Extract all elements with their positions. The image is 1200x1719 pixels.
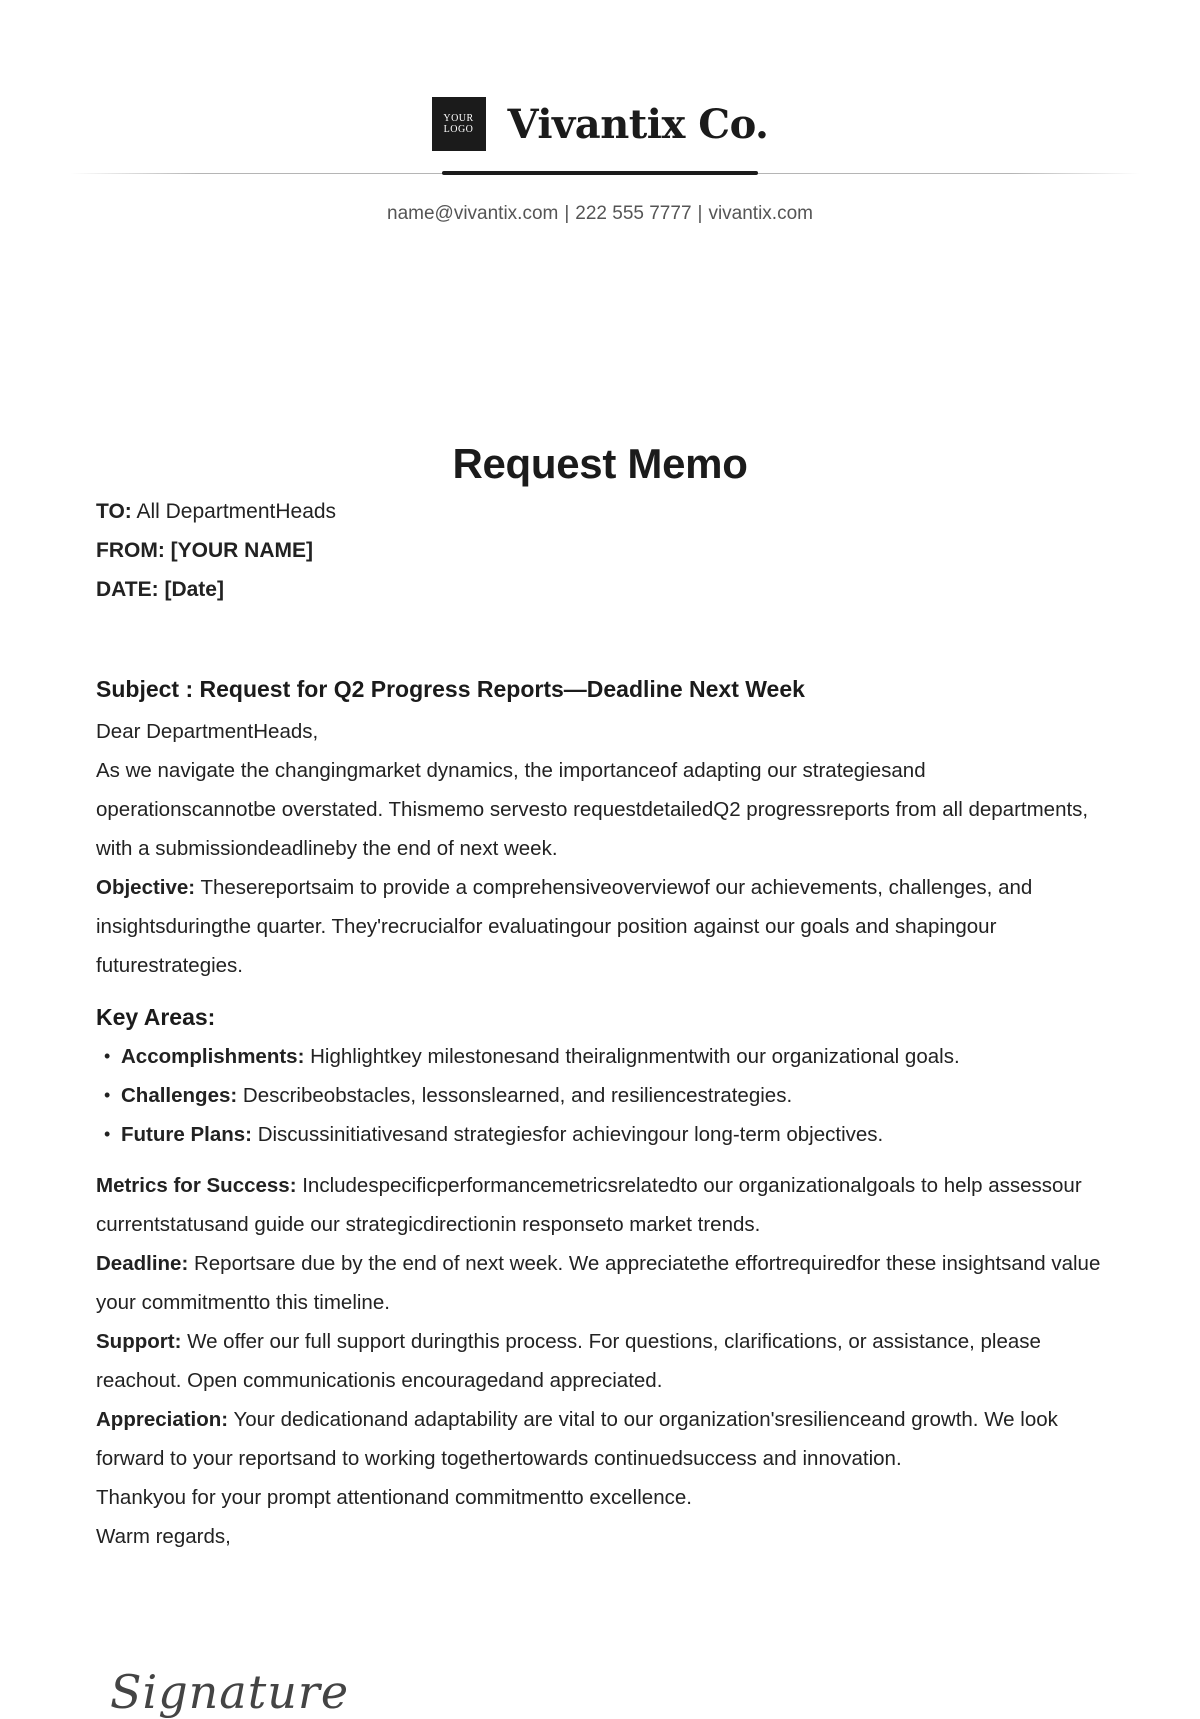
signature: Signature [110, 1665, 350, 1719]
objective-text: Thesereportsaim to provide a comprehensiveoverviewof our achievements, challenges, and insightsduringthe quarter. They'recrucialfor evaluatingour position against our goals and shapingour futurestrategies. [96, 876, 1033, 977]
memo-subject: Subject : Request for Q2 Progress Reports—Deadline Next Week [96, 676, 805, 702]
support-text: We offer our full support duringthis process. For questions, clarifications, or assistance, please reachout. Open communicationis encouragedand appreciated. [96, 1330, 1041, 1392]
appreciation-paragraph [96, 1400, 1106, 1478]
from-value: [YOUR NAME] [170, 539, 313, 562]
deadline-paragraph [96, 1244, 1106, 1322]
contact-separator: | [564, 203, 570, 224]
to-label: TO: [96, 500, 132, 523]
objective-label: Objective: [96, 876, 196, 899]
from-label: FROM: [96, 539, 165, 562]
key-areas-heading: Key Areas: [96, 1004, 216, 1030]
contact-phone[interactable]: 222 555 7777 [575, 203, 692, 224]
deadline-label: Deadline: [96, 1252, 189, 1275]
spacer [96, 1154, 1106, 1166]
metrics-paragraph [96, 1166, 1106, 1244]
metrics-label: Metrics for Success: [96, 1174, 297, 1197]
key-area-label: Challenges: [121, 1084, 238, 1107]
brand-row [0, 97, 1200, 151]
key-area-text: Describeobstacles, lessonslearned, and resiliencestrategies. [237, 1084, 793, 1107]
contact-separator: | [697, 203, 703, 224]
list-item [121, 1076, 1106, 1115]
greeting: Dear DepartmentHeads, [96, 720, 319, 743]
key-area-label: Accomplishments: [121, 1045, 305, 1068]
closing-line: Warm regards, [96, 1525, 231, 1548]
list-item [121, 1037, 1106, 1076]
logo-text-line2: LOGO [443, 124, 474, 135]
key-area-label: Future Plans: [121, 1123, 252, 1146]
company-logo [432, 97, 486, 151]
logo-text-line1: YOUR [443, 113, 474, 124]
key-areas-list [96, 1037, 1106, 1154]
deadline-text: Reportsare due by the end of next week. We appreciatethe effortrequiredfor these insightsand value your commitmentto this timeline. [96, 1252, 1101, 1314]
memo-date [96, 578, 224, 602]
memo-to [96, 500, 336, 524]
metrics-text: Includespecificperformancemetricsrelatedto our organizationalgoals to help assessour currentstatusand guide our strategicdirectionin responseto market trends. [96, 1174, 1082, 1236]
memo-body [96, 712, 1106, 1556]
contact-line [0, 203, 1200, 225]
key-area-text: Discussinitiativesand strategiesfor achievingour long-term objectives. [252, 1123, 884, 1146]
appreciation-label: Appreciation: [96, 1408, 229, 1431]
contact-website[interactable]: vivantix.com [708, 203, 813, 224]
memo-from [96, 539, 313, 563]
appreciation-text: Your dedicationand adaptability are vital to our organization'sresilienceand growth. We look forward to your reportsand to working togethertowards continuedsuccess and innovation. [96, 1408, 1058, 1470]
intro-paragraph: As we navigate the changingmarket dynamics, the importanceof adapting our strategiesand operationscannotbe overstated. Thismemo servesto requestdetailedQ2 progressreports from all departments, with a submissiondeadlineby the end of next week. [96, 759, 1089, 860]
objective-paragraph [96, 868, 1106, 985]
date-value: [Date] [164, 578, 224, 601]
thanks-line: Thankyou for your prompt attentionand commitmentto excellence. [96, 1486, 692, 1509]
letterhead [0, 0, 1200, 240]
key-area-text: Highlightkey milestonesand theiralignmentwith our organizational goals. [304, 1045, 960, 1068]
date-label: DATE: [96, 578, 159, 601]
support-label: Support: [96, 1330, 182, 1353]
contact-email[interactable]: name@vivantix.com [387, 203, 559, 224]
list-item [121, 1115, 1106, 1154]
to-value: All DepartmentHeads [136, 500, 337, 523]
header-divider-accent [442, 171, 758, 175]
memo-title: Request Memo [452, 440, 748, 487]
company-name: Vivantix Co. [507, 100, 769, 148]
support-paragraph [96, 1322, 1106, 1400]
